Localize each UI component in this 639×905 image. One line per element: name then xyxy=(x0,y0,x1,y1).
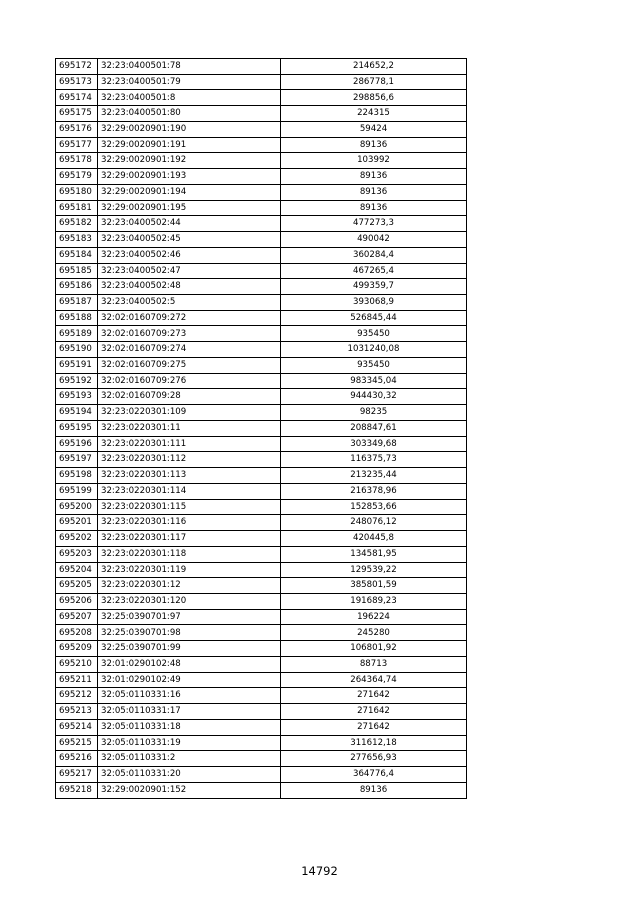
row-id-cell: 695210 xyxy=(56,656,98,672)
row-id-cell: 695208 xyxy=(56,625,98,641)
cadastral-value-cell: 983345,04 xyxy=(281,373,467,389)
row-id-cell: 695185 xyxy=(56,263,98,279)
cadastral-number-cell: 32:01:0290102:49 xyxy=(98,672,281,688)
table-row xyxy=(56,767,467,783)
cadastral-value-cell: 360284,4 xyxy=(281,247,467,263)
row-id-cell: 695201 xyxy=(56,515,98,531)
cadastral-value-cell: 134581,95 xyxy=(281,546,467,562)
table-row xyxy=(56,436,467,452)
table-row xyxy=(56,184,467,200)
cadastral-value-cell: 248076,12 xyxy=(281,515,467,531)
cadastral-number-cell: 32:05:0110331:2 xyxy=(98,751,281,767)
table-row xyxy=(56,625,467,641)
cadastral-number-cell: 32:23:0220301:118 xyxy=(98,546,281,562)
table-row xyxy=(56,593,467,609)
cadastral-value-cell: 98235 xyxy=(281,405,467,421)
cadastral-number-cell: 32:29:0020901:191 xyxy=(98,137,281,153)
cadastral-value-cell: 191689,23 xyxy=(281,593,467,609)
table-body xyxy=(56,59,467,799)
cadastral-number-cell: 32:23:0220301:114 xyxy=(98,483,281,499)
row-id-cell: 695198 xyxy=(56,468,98,484)
cadastral-value-cell: 103992 xyxy=(281,153,467,169)
cadastral-number-cell: 32:23:0220301:115 xyxy=(98,499,281,515)
row-id-cell: 695177 xyxy=(56,137,98,153)
row-id-cell: 695213 xyxy=(56,704,98,720)
table-row xyxy=(56,59,467,75)
cadastral-value-cell: 499359,7 xyxy=(281,279,467,295)
row-id-cell: 695174 xyxy=(56,90,98,106)
cadastral-number-cell: 32:29:0020901:194 xyxy=(98,184,281,200)
cadastral-value-cell: 311612,18 xyxy=(281,735,467,751)
cadastral-number-cell: 32:05:0110331:17 xyxy=(98,704,281,720)
table-row xyxy=(56,153,467,169)
row-id-cell: 695181 xyxy=(56,200,98,216)
cadastral-number-cell: 32:23:0220301:112 xyxy=(98,452,281,468)
table-row xyxy=(56,326,467,342)
cadastral-number-cell: 32:29:0020901:195 xyxy=(98,200,281,216)
table-row xyxy=(56,546,467,562)
table-row xyxy=(56,562,467,578)
cadastral-number-cell: 32:29:0020901:193 xyxy=(98,169,281,185)
table-row xyxy=(56,704,467,720)
row-id-cell: 695187 xyxy=(56,295,98,311)
cadastral-value-cell: 935450 xyxy=(281,357,467,373)
cadastral-number-cell: 32:23:0220301:117 xyxy=(98,531,281,547)
table-row xyxy=(56,719,467,735)
cadastral-number-cell: 32:23:0400501:8 xyxy=(98,90,281,106)
table-row xyxy=(56,420,467,436)
cadastral-number-cell: 32:23:0220301:11 xyxy=(98,420,281,436)
cadastral-number-cell: 32:02:0160709:274 xyxy=(98,342,281,358)
cadastral-value-cell: 393068,9 xyxy=(281,295,467,311)
table-row xyxy=(56,295,467,311)
row-id-cell: 695186 xyxy=(56,279,98,295)
table-row xyxy=(56,735,467,751)
cadastral-value-cell: 298856,6 xyxy=(281,90,467,106)
cadastral-value-cell: 116375,73 xyxy=(281,452,467,468)
cadastral-number-cell: 32:23:0220301:111 xyxy=(98,436,281,452)
table-row xyxy=(56,578,467,594)
row-id-cell: 695199 xyxy=(56,483,98,499)
row-id-cell: 695196 xyxy=(56,436,98,452)
cadastral-number-cell: 32:23:0220301:109 xyxy=(98,405,281,421)
cadastral-value-cell: 89136 xyxy=(281,184,467,200)
cadastral-value-cell: 271642 xyxy=(281,688,467,704)
table-row xyxy=(56,232,467,248)
row-id-cell: 695204 xyxy=(56,562,98,578)
row-id-cell: 695218 xyxy=(56,782,98,798)
cadastral-number-cell: 32:23:0400502:45 xyxy=(98,232,281,248)
row-id-cell: 695217 xyxy=(56,767,98,783)
cadastral-number-cell: 32:01:0290102:48 xyxy=(98,656,281,672)
cadastral-value-cell: 59424 xyxy=(281,121,467,137)
cadastral-value-cell: 303349,68 xyxy=(281,436,467,452)
table-row xyxy=(56,499,467,515)
row-id-cell: 695191 xyxy=(56,357,98,373)
row-id-cell: 695183 xyxy=(56,232,98,248)
cadastral-value-cell: 89136 xyxy=(281,200,467,216)
cadastral-value-cell: 89136 xyxy=(281,137,467,153)
row-id-cell: 695215 xyxy=(56,735,98,751)
cadastral-value-cell: 490042 xyxy=(281,232,467,248)
cadastral-value-cell: 477273,3 xyxy=(281,216,467,232)
row-id-cell: 695178 xyxy=(56,153,98,169)
table-row xyxy=(56,531,467,547)
table-row xyxy=(56,137,467,153)
row-id-cell: 695172 xyxy=(56,59,98,75)
cadastral-number-cell: 32:02:0160709:272 xyxy=(98,310,281,326)
cadastral-number-cell: 32:02:0160709:273 xyxy=(98,326,281,342)
cadastral-number-cell: 32:02:0160709:276 xyxy=(98,373,281,389)
table-row xyxy=(56,656,467,672)
cadastral-value-cell: 364776,4 xyxy=(281,767,467,783)
cadastral-number-cell: 32:29:0020901:152 xyxy=(98,782,281,798)
cadastral-value-cell: 944430,32 xyxy=(281,389,467,405)
row-id-cell: 695184 xyxy=(56,247,98,263)
table-row xyxy=(56,342,467,358)
page-number: 14792 xyxy=(301,864,338,878)
table-row xyxy=(56,357,467,373)
cadastral-value-cell: 935450 xyxy=(281,326,467,342)
row-id-cell: 695179 xyxy=(56,169,98,185)
row-id-cell: 695205 xyxy=(56,578,98,594)
cadastral-value-table xyxy=(55,58,467,799)
row-id-cell: 695173 xyxy=(56,74,98,90)
cadastral-value-cell: 89136 xyxy=(281,782,467,798)
row-id-cell: 695194 xyxy=(56,405,98,421)
cadastral-value-cell: 526845,44 xyxy=(281,310,467,326)
cadastral-value-cell: 208847,61 xyxy=(281,420,467,436)
cadastral-value-cell: 224315 xyxy=(281,106,467,122)
table-row xyxy=(56,672,467,688)
row-id-cell: 695197 xyxy=(56,452,98,468)
row-id-cell: 695206 xyxy=(56,593,98,609)
row-id-cell: 695175 xyxy=(56,106,98,122)
row-id-cell: 695190 xyxy=(56,342,98,358)
cadastral-value-cell: 88713 xyxy=(281,656,467,672)
row-id-cell: 695195 xyxy=(56,420,98,436)
table-row xyxy=(56,782,467,798)
cadastral-number-cell: 32:25:0390701:98 xyxy=(98,625,281,641)
row-id-cell: 695203 xyxy=(56,546,98,562)
cadastral-number-cell: 32:23:0400502:48 xyxy=(98,279,281,295)
cadastral-value-cell: 196224 xyxy=(281,609,467,625)
cadastral-number-cell: 32:05:0110331:16 xyxy=(98,688,281,704)
table-row xyxy=(56,200,467,216)
table-row xyxy=(56,483,467,499)
cadastral-number-cell: 32:23:0400501:78 xyxy=(98,59,281,75)
table-row xyxy=(56,90,467,106)
cadastral-number-cell: 32:25:0390701:97 xyxy=(98,609,281,625)
table-row xyxy=(56,310,467,326)
cadastral-number-cell: 32:05:0110331:18 xyxy=(98,719,281,735)
table-row xyxy=(56,373,467,389)
cadastral-value-cell: 467265,4 xyxy=(281,263,467,279)
table-row xyxy=(56,106,467,122)
table-row xyxy=(56,169,467,185)
row-id-cell: 695207 xyxy=(56,609,98,625)
cadastral-number-cell: 32:23:0400502:46 xyxy=(98,247,281,263)
row-id-cell: 695192 xyxy=(56,373,98,389)
cadastral-number-cell: 32:23:0220301:119 xyxy=(98,562,281,578)
cadastral-number-cell: 32:29:0020901:190 xyxy=(98,121,281,137)
cadastral-number-cell: 32:02:0160709:275 xyxy=(98,357,281,373)
table-row xyxy=(56,74,467,90)
row-id-cell: 695180 xyxy=(56,184,98,200)
table-row xyxy=(56,468,467,484)
row-id-cell: 695214 xyxy=(56,719,98,735)
row-id-cell: 695216 xyxy=(56,751,98,767)
row-id-cell: 695211 xyxy=(56,672,98,688)
cadastral-value-cell: 152853,66 xyxy=(281,499,467,515)
table-row xyxy=(56,452,467,468)
row-id-cell: 695188 xyxy=(56,310,98,326)
row-id-cell: 695202 xyxy=(56,531,98,547)
cadastral-value-cell: 271642 xyxy=(281,719,467,735)
cadastral-value-cell: 106801,92 xyxy=(281,641,467,657)
row-id-cell: 695200 xyxy=(56,499,98,515)
cadastral-number-cell: 32:02:0160709:28 xyxy=(98,389,281,405)
cadastral-value-cell: 277656,93 xyxy=(281,751,467,767)
cadastral-value-cell: 1031240,08 xyxy=(281,342,467,358)
cadastral-value-cell: 245280 xyxy=(281,625,467,641)
cadastral-value-cell: 89136 xyxy=(281,169,467,185)
row-id-cell: 695193 xyxy=(56,389,98,405)
row-id-cell: 695209 xyxy=(56,641,98,657)
cadastral-number-cell: 32:05:0110331:20 xyxy=(98,767,281,783)
cadastral-value-cell: 385801,59 xyxy=(281,578,467,594)
table-row xyxy=(56,515,467,531)
table-row xyxy=(56,121,467,137)
table-row xyxy=(56,279,467,295)
cadastral-number-cell: 32:23:0400502:47 xyxy=(98,263,281,279)
cadastral-value-cell: 264364,74 xyxy=(281,672,467,688)
table-row xyxy=(56,389,467,405)
cadastral-number-cell: 32:23:0400501:79 xyxy=(98,74,281,90)
cadastral-value-cell: 214652,2 xyxy=(281,59,467,75)
cadastral-number-cell: 32:29:0020901:192 xyxy=(98,153,281,169)
row-id-cell: 695212 xyxy=(56,688,98,704)
table-row xyxy=(56,247,467,263)
cadastral-number-cell: 32:23:0220301:120 xyxy=(98,593,281,609)
row-id-cell: 695189 xyxy=(56,326,98,342)
table-row xyxy=(56,688,467,704)
table-row xyxy=(56,405,467,421)
table-row xyxy=(56,751,467,767)
cadastral-value-cell: 213235,44 xyxy=(281,468,467,484)
cadastral-value-cell: 129539,22 xyxy=(281,562,467,578)
row-id-cell: 695182 xyxy=(56,216,98,232)
cadastral-number-cell: 32:23:0400502:5 xyxy=(98,295,281,311)
table-row xyxy=(56,641,467,657)
table-row xyxy=(56,609,467,625)
cadastral-number-cell: 32:23:0220301:116 xyxy=(98,515,281,531)
cadastral-value-cell: 420445,8 xyxy=(281,531,467,547)
table-row xyxy=(56,216,467,232)
table-row xyxy=(56,263,467,279)
cadastral-value-cell: 216378,96 xyxy=(281,483,467,499)
cadastral-number-cell: 32:23:0400501:80 xyxy=(98,106,281,122)
cadastral-number-cell: 32:23:0220301:113 xyxy=(98,468,281,484)
cadastral-value-cell: 286778,1 xyxy=(281,74,467,90)
cadastral-value-cell: 271642 xyxy=(281,704,467,720)
cadastral-number-cell: 32:05:0110331:19 xyxy=(98,735,281,751)
cadastral-number-cell: 32:25:0390701:99 xyxy=(98,641,281,657)
cadastral-number-cell: 32:23:0400502:44 xyxy=(98,216,281,232)
row-id-cell: 695176 xyxy=(56,121,98,137)
cadastral-number-cell: 32:23:0220301:12 xyxy=(98,578,281,594)
